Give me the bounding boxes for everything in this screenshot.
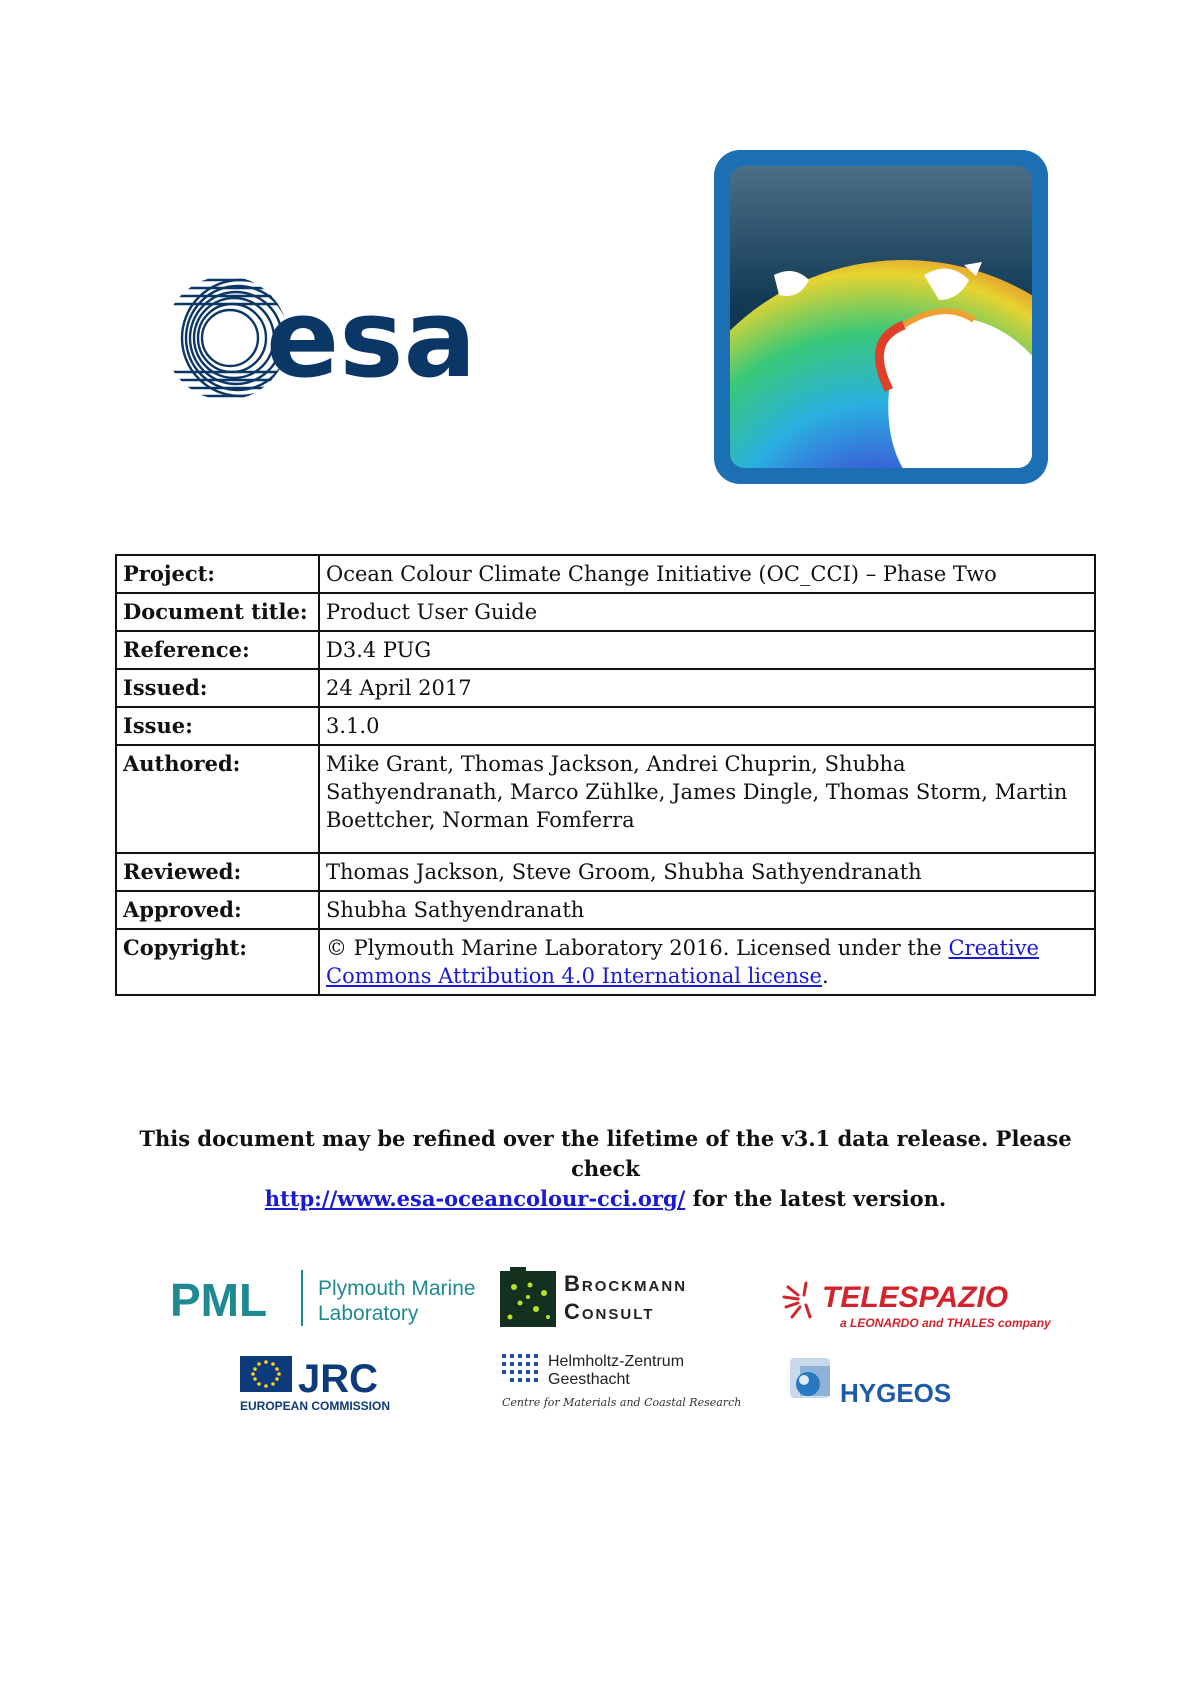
issued-value: 24 April 2017 — [319, 669, 1095, 707]
pml-short: PML — [170, 1274, 268, 1326]
brockmann-line2: Consult — [564, 1299, 655, 1324]
copyright-value — [319, 929, 1095, 995]
website-link[interactable]: http://www.esa-oceancolour-cci.org/ — [264, 1186, 686, 1211]
document-title-value: Product User Guide — [319, 593, 1095, 631]
jrc-sub: EUROPEAN COMMISSION — [240, 1399, 391, 1413]
table-row — [116, 891, 1095, 929]
issue-value: 3.1.0 — [319, 707, 1095, 745]
reviewed-label: Reviewed: — [116, 853, 319, 891]
authored-label: Authored: — [116, 745, 319, 853]
project-label: Project: — [116, 555, 319, 593]
authored-value: Mike Grant, Thomas Jackson, Andrei Chuprin, Shubha Sathyendranath, Marco Zühlke, James Dingle, Thomas Storm, Martin Boettcher, Norman Fomferra — [319, 745, 1095, 853]
hzg-line3: Centre for Materials and Coastal Research — [502, 1396, 742, 1409]
approved-label: Approved: — [116, 891, 319, 929]
telespazio-name: TELESPAZIO — [822, 1281, 1009, 1314]
table-row — [116, 929, 1095, 995]
project-value: Ocean Colour Climate Change Initiative (OC_CCI) – Phase Two — [319, 555, 1095, 593]
copyright-text: © Plymouth Marine Laboratory 2016. Licensed under the — [326, 936, 949, 960]
table-row — [116, 593, 1095, 631]
license-link[interactable]: Creative Commons Attribution 4.0 International license — [326, 936, 1039, 988]
issued-label: Issued: — [116, 669, 319, 707]
jrc-logo — [240, 1354, 391, 1416]
note-line-1: This document may be refined over the lifetime of the v3.1 data release. Please check — [139, 1126, 1072, 1181]
esa-logo — [160, 270, 495, 412]
jrc-name: JRC — [298, 1357, 379, 1401]
table-row — [116, 853, 1095, 891]
approved-value: Shubha Sathyendranath — [319, 891, 1095, 929]
table-row — [116, 631, 1095, 669]
telespazio-logo — [780, 1275, 1051, 1333]
copyright-label: Copyright: — [116, 929, 319, 995]
document-info-table — [115, 554, 1096, 996]
esa-wordmark: esa — [266, 277, 477, 402]
table-row — [116, 555, 1095, 593]
reference-value: D3.4 PUG — [319, 631, 1095, 669]
hzg-logo — [500, 1350, 742, 1412]
brockmann-line1: Brockmann — [564, 1271, 688, 1296]
hygeos-name: HYGEOS — [840, 1378, 952, 1408]
table-row — [116, 745, 1095, 853]
telespazio-tagline: a LEONARDO and THALES company — [840, 1316, 1051, 1330]
reference-label: Reference: — [116, 631, 319, 669]
ocean-colour-cci-logo — [714, 150, 1048, 484]
table-row — [116, 669, 1095, 707]
brockmann-consult-logo — [500, 1265, 730, 1327]
pml-line2: Laboratory — [318, 1302, 419, 1325]
refinement-note — [115, 1124, 1096, 1214]
hzg-line2: Geesthacht — [548, 1371, 630, 1388]
document-title-label: Document title: — [116, 593, 319, 631]
pml-line1: Plymouth Marine — [318, 1277, 476, 1300]
copyright-end: . — [821, 964, 829, 988]
table-row — [116, 707, 1095, 745]
note-line-2 — [115, 1184, 1096, 1214]
note-line-2-tail: for the latest version. — [685, 1186, 947, 1211]
pml-logo — [170, 1268, 490, 1328]
issue-label: Issue: — [116, 707, 319, 745]
reviewed-value: Thomas Jackson, Steve Groom, Shubha Sathyendranath — [319, 853, 1095, 891]
hzg-line1: Helmholtz-Zentrum — [548, 1353, 685, 1370]
hygeos-logo — [788, 1356, 952, 1410]
